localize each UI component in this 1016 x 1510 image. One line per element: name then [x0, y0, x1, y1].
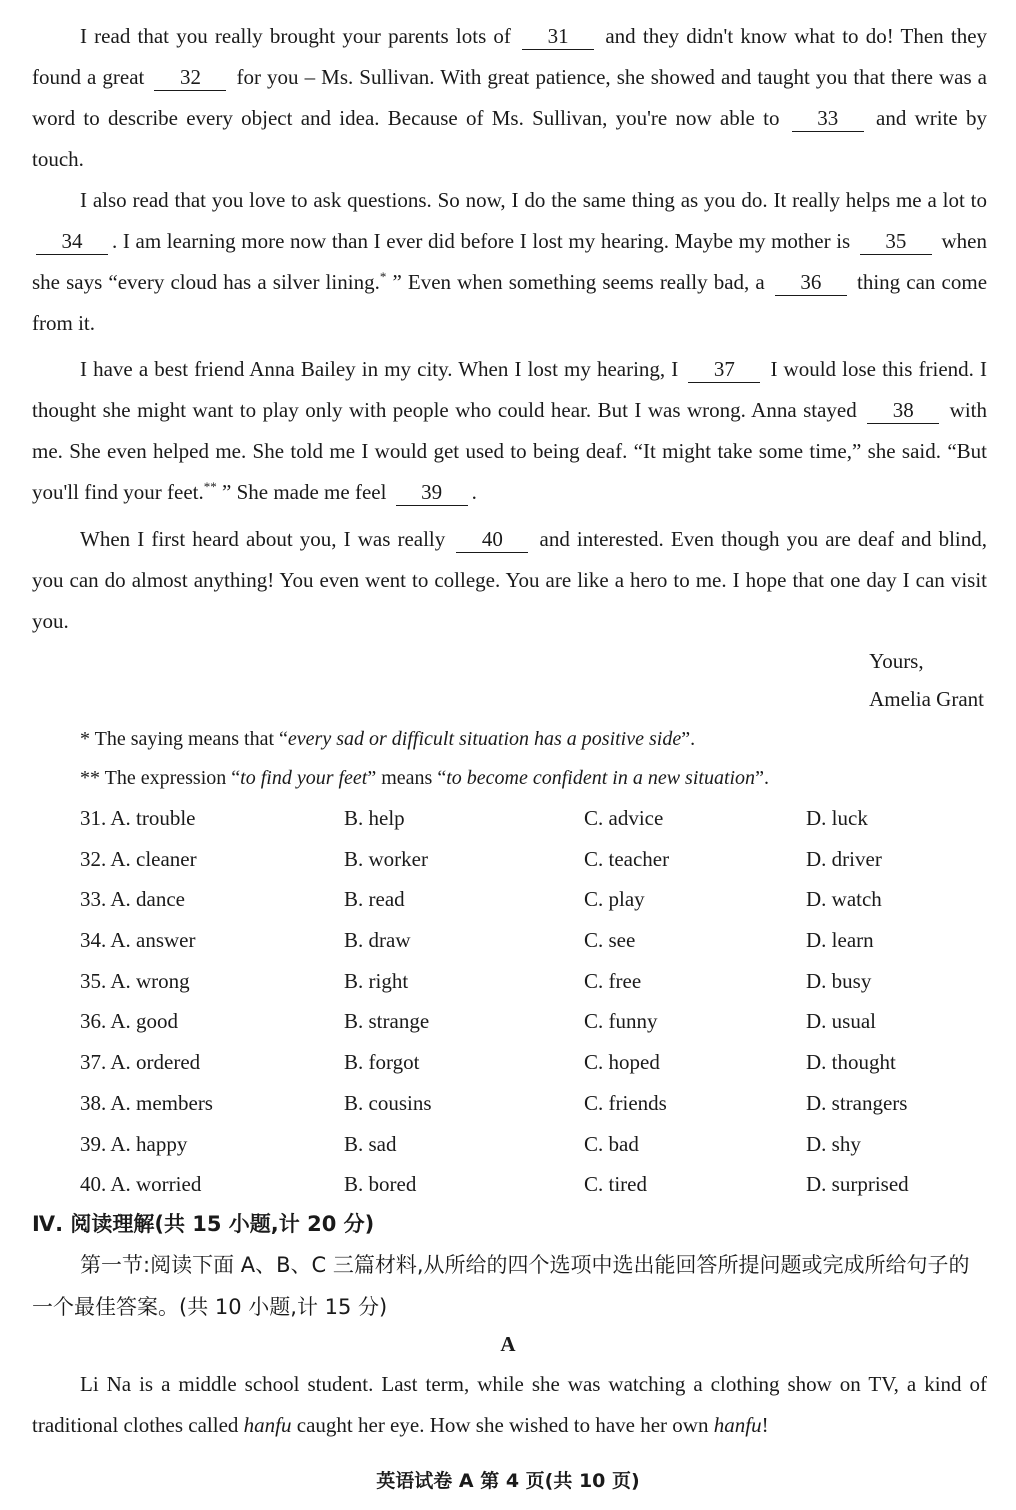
- blank-40: 40: [456, 526, 528, 553]
- option-a: 32. A. cleaner: [80, 846, 197, 871]
- option-a: 35. A. wrong: [80, 968, 190, 993]
- option-b: B. help: [344, 806, 405, 830]
- option-row: [0, 879, 1016, 920]
- footnote-mark-2: **: [203, 479, 217, 494]
- option-c: C. funny: [584, 1009, 658, 1034]
- option-a: 38. A. members: [80, 1090, 213, 1115]
- passage-paragraph-1: I read that you really brought your parents lots of 31 and they didn't know what to do! Then they found a great 32 for you – Ms. Sullivan. With great patience, she showed and taught you that there was a word to describe every object and idea. Because of Ms. Sullivan, you're now able to 33 and write by touch.: [32, 24, 988, 171]
- option-d: D. driver: [806, 846, 882, 871]
- option-b: B. bored: [344, 1172, 417, 1197]
- option-c: C. bad: [584, 1131, 639, 1156]
- option-c: C. teacher: [584, 846, 670, 871]
- option-a: 40. A. worried: [80, 1172, 202, 1197]
- option-row: [0, 1083, 1016, 1124]
- footnote-mark-1: *: [379, 269, 387, 284]
- section-heading: Ⅳ. 阅读理解(共 15 小题,计 20 分): [32, 1212, 375, 1236]
- option-d: D. luck: [806, 806, 868, 830]
- option-c: C. tired: [584, 1172, 647, 1197]
- option-b: B. worker: [344, 846, 428, 871]
- option-d: D. learn: [806, 928, 874, 953]
- blank-37: 37: [688, 356, 760, 383]
- option-a: 33. A. dance: [80, 887, 185, 912]
- option-a: 34. A. answer: [80, 928, 196, 953]
- option-a: 31. A. trouble: [80, 806, 196, 830]
- passage-a-paragraph: Li Na is a middle school student. Last term, while she was watching a clothing show on TV, a kind of traditional clothes called hanfu caught her eye. How she wished to have her own hanfu!: [32, 1372, 987, 1437]
- blank-36: 36: [775, 269, 847, 296]
- letter-closing: [869, 642, 984, 718]
- option-c: C. free: [584, 968, 642, 993]
- option-c: C. play: [584, 887, 645, 912]
- option-d: D. strangers: [806, 1090, 908, 1115]
- option-d: D. thought: [806, 1050, 896, 1075]
- option-row: [0, 920, 1016, 961]
- blank-31: 31: [522, 23, 594, 50]
- option-b: B. right: [344, 968, 409, 993]
- option-row: [0, 798, 1016, 839]
- passage-paragraph-2: I also read that you love to ask questions. So now, I do the same thing as you do. It really helps me a lot to 34 . I am learning more now than I ever did before I lost my hearing. Maybe my mother is 35 when she says “every cloud has a silver lining.* ” Even when something seems really bad, a 36 thing can come from it.: [32, 188, 988, 335]
- option-a: 36. A. good: [80, 1009, 179, 1034]
- option-b: B. read: [344, 887, 405, 912]
- option-a: 37. A. ordered: [80, 1050, 201, 1075]
- option-c: C. hoped: [584, 1050, 660, 1075]
- blank-35: 35: [860, 228, 932, 255]
- passage-paragraph-4: When I first heard about you, I was really 40 and interested. Even though you are deaf and blind, you can do almost anything! You even went to college. You are like a hero to me. I hope that one day I can visit you.: [32, 527, 988, 633]
- option-row: [0, 961, 1016, 1002]
- option-c: C. advice: [584, 806, 664, 830]
- option-row: [0, 1042, 1016, 1083]
- passage-paragraph-3: I have a best friend Anna Bailey in my city. When I lost my hearing, I 37 I would lose this friend. I thought she might want to play only with people who could hear. But I was wrong. Anna stayed 38 with me. She even helped me. She told me I would get used to being deaf. “It might take some time,” she said. “But you'll find your feet.** ” She made me feel 39 .: [32, 357, 988, 504]
- blank-38: 38: [867, 397, 939, 424]
- blank-39: 39: [396, 479, 468, 506]
- option-b: B. forgot: [344, 1050, 420, 1075]
- option-c: C. friends: [584, 1090, 667, 1115]
- blank-32: 32: [154, 64, 226, 91]
- option-a: 39. A. happy: [80, 1131, 188, 1156]
- option-d: D. shy: [806, 1131, 861, 1156]
- footnote-1: * The saying means that “every sad or difficult situation has a positive side”.: [80, 728, 696, 750]
- footnote-2: ** The expression “to find your feet” means “to become confident in a new situation”.: [80, 767, 769, 789]
- page-footer: 英语试卷 A 第 4 页(共 10 页): [376, 1470, 640, 1492]
- option-row: [0, 1124, 1016, 1165]
- option-row: [0, 839, 1016, 880]
- option-d: D. usual: [806, 1009, 876, 1034]
- option-b: B. cousins: [344, 1090, 432, 1115]
- answer-options: [0, 798, 1016, 1205]
- option-b: B. sad: [344, 1131, 397, 1156]
- option-row: [0, 1164, 1016, 1205]
- option-b: B. draw: [344, 928, 411, 953]
- option-c: C. see: [584, 928, 636, 953]
- passage-a-title: A: [500, 1332, 516, 1356]
- blank-33: 33: [792, 105, 864, 132]
- option-row: [0, 1001, 1016, 1042]
- option-b: B. strange: [344, 1009, 430, 1034]
- blank-34: 34: [36, 228, 108, 255]
- option-d: D. busy: [806, 968, 872, 993]
- option-d: D. surprised: [806, 1172, 909, 1197]
- closing-salutation: Yours,: [869, 649, 924, 673]
- signature: Amelia Grant: [869, 687, 984, 711]
- section-description: 第一节:阅读下面 A、B、C 三篇材料,从所给的四个选项中选出能回答所提问题或完成所给句子的一个最佳答案。(共 10 小题,计 15 分): [32, 1253, 970, 1319]
- option-d: D. watch: [806, 887, 882, 912]
